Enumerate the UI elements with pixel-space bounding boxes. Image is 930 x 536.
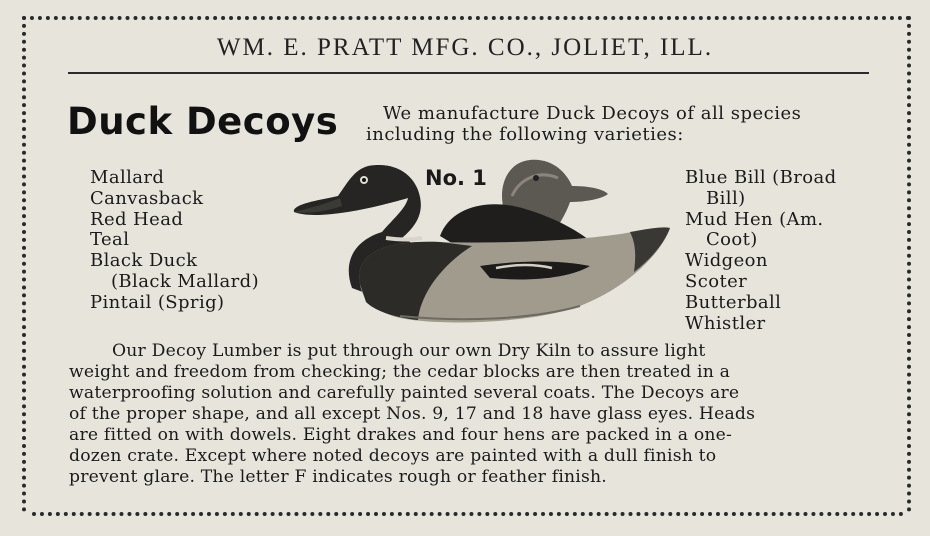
header-divider — [68, 72, 869, 74]
list-item: Scoter — [685, 270, 748, 292]
list-item: Whistler — [685, 312, 766, 334]
figure-label: No. 1 — [425, 166, 487, 190]
page-title: Duck Decoys — [67, 100, 339, 143]
intro-line-1: We manufacture Duck Decoys of all species — [383, 103, 802, 124]
bottom-dotted-rule — [32, 512, 904, 516]
intro-line-2: including the following varieties: — [366, 124, 684, 145]
body-line: dozen crate. Except where noted decoys are painted with a dull finish to — [69, 446, 717, 466]
intro-text — [366, 103, 876, 145]
list-item: Canvasback — [90, 187, 204, 209]
company-header: WM. E. PRATT MFG. CO., JOLIET, ILL. — [216, 34, 714, 61]
left-varieties-list — [90, 168, 259, 314]
body-line: are fitted on with dowels. Eight drakes and four hens are packed in a one- — [69, 425, 733, 445]
list-item: Red Head — [90, 208, 184, 230]
list-item: Widgeon — [685, 250, 768, 272]
list-item: Mallard — [90, 167, 165, 188]
body-line: prevent glare. The letter F indicates rough or feather finish. — [69, 467, 607, 487]
body-line: Our Decoy Lumber is put through our own Dry Kiln to assure light — [112, 341, 706, 361]
right-varieties-list — [685, 168, 837, 334]
body-line: waterproofing solution and carefully painted several coats. The Decoys are — [69, 383, 740, 403]
list-item: Teal — [90, 229, 130, 251]
list-item: Mud Hen (Am. Coot) — [685, 208, 824, 251]
body-line: of the proper shape, and all except Nos. 9, 17 and 18 have glass eyes. Heads — [69, 404, 756, 424]
list-item: Blue Bill (Broad Bill) — [685, 167, 837, 209]
list-item: Black Duck (Black Mallard) — [90, 250, 260, 292]
body-line: weight and freedom from checking; the cedar blocks are then treated in a — [69, 362, 731, 382]
list-item: Pintail (Sprig) — [90, 291, 225, 313]
list-item: Butterball — [685, 291, 782, 313]
body-paragraph — [69, 341, 875, 488]
